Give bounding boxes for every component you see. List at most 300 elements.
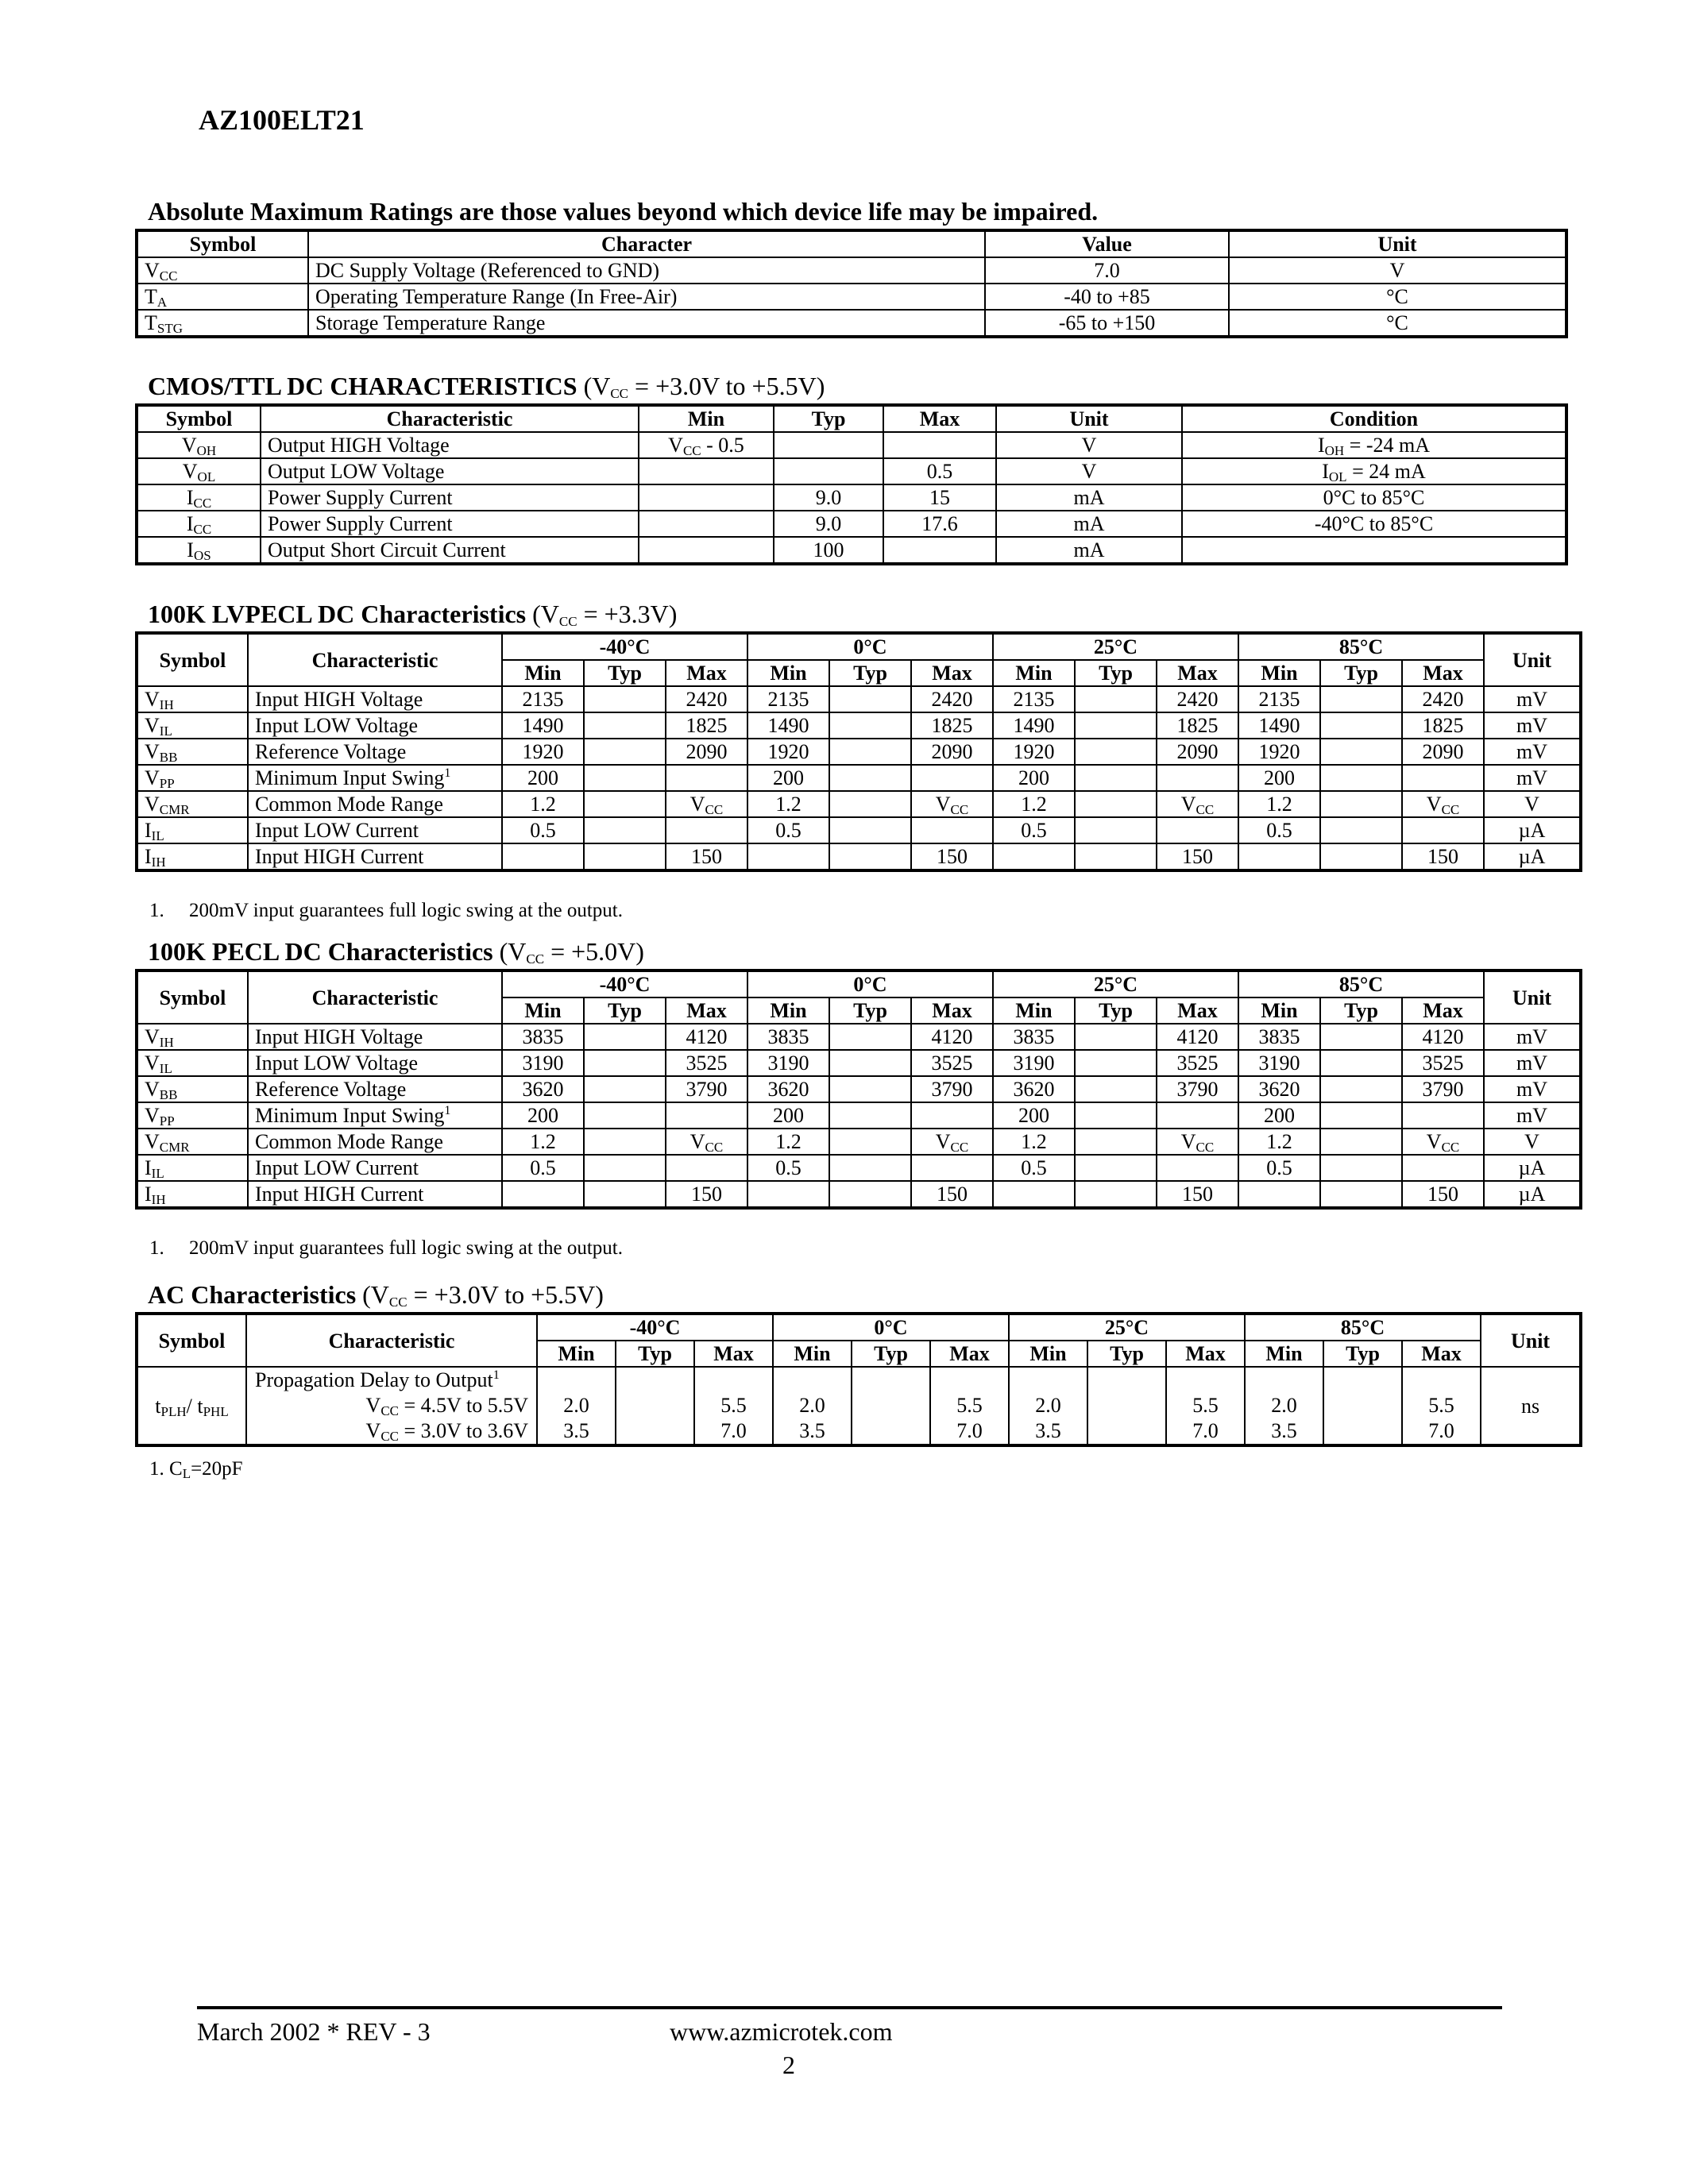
max-cell: 1825 bbox=[911, 712, 993, 739]
head-typ: Typ bbox=[829, 997, 911, 1024]
unit-cell: µA bbox=[1484, 817, 1581, 843]
typ-cell bbox=[1320, 1181, 1402, 1208]
head-typ: Typ bbox=[1323, 1341, 1402, 1367]
symbol-cell: $V_{IH}$ bbox=[137, 686, 248, 712]
max-cell: $V_{CC}$ bbox=[911, 1129, 993, 1155]
min-cell: 3190 bbox=[993, 1050, 1075, 1076]
lvpecl-head-characteristic: Characteristic bbox=[248, 633, 502, 686]
max-cell bbox=[666, 765, 747, 791]
character-cell: DC Supply Voltage (Referenced to GND) bbox=[308, 257, 985, 284]
max-cell: 2090 bbox=[1402, 739, 1484, 765]
head-max: Max bbox=[1166, 1341, 1245, 1367]
character-cell: Storage Temperature Range bbox=[308, 310, 985, 337]
symbol-cell: $V_{CMR}$ bbox=[137, 1129, 248, 1155]
cmos-head-min: Min bbox=[639, 405, 774, 432]
min-cell: 1490 bbox=[993, 712, 1075, 739]
max-cell bbox=[1157, 1102, 1238, 1129]
lvpecl-head-temp: 85°C bbox=[1238, 633, 1484, 660]
table-row bbox=[137, 257, 1566, 284]
max-cell: 4120 bbox=[1157, 1024, 1238, 1050]
table-row bbox=[137, 1050, 1581, 1076]
ac-heading: AC Characteristics ($V_{CC} = +3.0V$ to +5.5V) bbox=[148, 1280, 604, 1310]
typ-cell bbox=[1320, 843, 1402, 870]
characteristic-cell: Input LOW Current bbox=[248, 1155, 502, 1181]
typ-cell bbox=[1075, 1050, 1157, 1076]
min-cell: 3190 bbox=[747, 1050, 829, 1076]
symbol-cell: $I_{OS}$ bbox=[137, 537, 261, 564]
typ-cell bbox=[584, 1129, 666, 1155]
typ-cell bbox=[584, 712, 666, 739]
unit-cell: °C bbox=[1229, 310, 1566, 337]
min-cell: 2135 bbox=[1238, 686, 1320, 712]
ac-table bbox=[135, 1312, 1582, 1447]
max-cell: 150 bbox=[1157, 843, 1238, 870]
condition-cell bbox=[1182, 537, 1566, 564]
cmos-heading: CMOS/TTL DC CHARACTERISTICS ($V_{CC} = +3.0V$ to +5.5V) bbox=[148, 372, 825, 401]
max-cell: $V_{CC}$ bbox=[666, 791, 747, 817]
pecl-head-temp: -40°C bbox=[502, 970, 747, 997]
typ-cell bbox=[584, 765, 666, 791]
table-row bbox=[137, 712, 1581, 739]
pecl-head-temp: 85°C bbox=[1238, 970, 1484, 997]
lvpecl-head-temp: 25°C bbox=[993, 633, 1238, 660]
max-cell: 150 bbox=[1157, 1181, 1238, 1208]
head-typ: Typ bbox=[584, 660, 666, 686]
typ-cell bbox=[584, 817, 666, 843]
table-row bbox=[137, 686, 1581, 712]
table-row bbox=[137, 791, 1581, 817]
symbol-cell: $V_{IH}$ bbox=[137, 1024, 248, 1050]
min-cell: 200 bbox=[993, 1102, 1075, 1129]
min-cell: 0.5 bbox=[1238, 817, 1320, 843]
max-cell: 15 bbox=[883, 484, 996, 511]
max-cell: 0.5 bbox=[883, 458, 996, 484]
head-max: Max bbox=[930, 1341, 1009, 1367]
symbol-cell: $V_{OL}$ bbox=[137, 458, 261, 484]
min-cell: 3620 bbox=[747, 1076, 829, 1102]
max-cell: 150 bbox=[1402, 843, 1484, 870]
symbol-cell: $I_{IH}$ bbox=[137, 843, 248, 870]
ac-head-temp: 25°C bbox=[1009, 1314, 1245, 1341]
min-cell bbox=[502, 843, 584, 870]
head-max: Max bbox=[694, 1341, 773, 1367]
typ-cell bbox=[584, 1181, 666, 1208]
cmos-head-symbol: Symbol bbox=[137, 405, 261, 432]
min-cell: 3190 bbox=[1238, 1050, 1320, 1076]
min-cell: 1490 bbox=[1238, 712, 1320, 739]
max-cell: 4120 bbox=[666, 1024, 747, 1050]
min-cell: 3620 bbox=[993, 1076, 1075, 1102]
min-cell: 1.2 bbox=[1238, 1129, 1320, 1155]
characteristic-cell: Input LOW Current bbox=[248, 817, 502, 843]
pecl-footnote: 1. 200mV input guarantees full logic swing at the output. bbox=[149, 1237, 623, 1259]
min-cell: 2.0 3.5 bbox=[773, 1367, 852, 1445]
amr-head-value: Value bbox=[985, 230, 1229, 257]
min-cell bbox=[747, 1181, 829, 1208]
max-cell: 2090 bbox=[666, 739, 747, 765]
pecl-head-temp: 25°C bbox=[993, 970, 1238, 997]
value-cell: -65 to +150 bbox=[985, 310, 1229, 337]
min-cell bbox=[1238, 843, 1320, 870]
lvpecl-head-temp: 0°C bbox=[747, 633, 993, 660]
ac-head-temp: 85°C bbox=[1245, 1314, 1481, 1341]
unit-cell: mA bbox=[996, 484, 1182, 511]
typ-cell bbox=[829, 1102, 911, 1129]
max-cell: 150 bbox=[666, 1181, 747, 1208]
table-row bbox=[137, 739, 1581, 765]
max-cell: 2420 bbox=[1157, 686, 1238, 712]
typ-cell bbox=[1075, 765, 1157, 791]
condition-cell: $I_{OH} = -24$ mA bbox=[1182, 432, 1566, 458]
typ-cell bbox=[1075, 712, 1157, 739]
unit-cell: V bbox=[996, 458, 1182, 484]
min-cell bbox=[639, 511, 774, 537]
max-cell bbox=[1402, 765, 1484, 791]
min-cell: 1920 bbox=[993, 739, 1075, 765]
max-cell: 2420 bbox=[666, 686, 747, 712]
characteristic-cell: Common Mode Range bbox=[248, 1129, 502, 1155]
typ-cell bbox=[1087, 1367, 1166, 1445]
typ-cell bbox=[1320, 1024, 1402, 1050]
head-typ: Typ bbox=[852, 1341, 930, 1367]
typ-cell bbox=[1075, 817, 1157, 843]
typ-cell bbox=[829, 1155, 911, 1181]
min-cell bbox=[639, 537, 774, 564]
head-max: Max bbox=[1157, 997, 1238, 1024]
typ-cell bbox=[1075, 1024, 1157, 1050]
min-cell: 200 bbox=[747, 1102, 829, 1129]
typ-cell bbox=[829, 1181, 911, 1208]
characteristic-cell: Input HIGH Voltage bbox=[248, 686, 502, 712]
min-cell: 200 bbox=[1238, 1102, 1320, 1129]
min-cell: 1.2 bbox=[993, 791, 1075, 817]
symbol-cell: $V_{CC}$ bbox=[137, 257, 308, 284]
head-typ: Typ bbox=[829, 660, 911, 686]
max-cell: 5.5 7.0 bbox=[694, 1367, 773, 1445]
table-row bbox=[137, 458, 1566, 484]
head-max: Max bbox=[666, 660, 747, 686]
typ-cell bbox=[1323, 1367, 1402, 1445]
min-cell: 1920 bbox=[1238, 739, 1320, 765]
symbol-cell: $V_{BB}$ bbox=[137, 739, 248, 765]
min-cell: 200 bbox=[993, 765, 1075, 791]
min-cell: 0.5 bbox=[1238, 1155, 1320, 1181]
typ-cell bbox=[584, 791, 666, 817]
min-cell bbox=[1238, 1181, 1320, 1208]
max-cell bbox=[1402, 1155, 1484, 1181]
condition-cell: -40°C to 85°C bbox=[1182, 511, 1566, 537]
typ-cell: 100 bbox=[774, 537, 883, 564]
symbol-cell: $I_{CC}$ bbox=[137, 484, 261, 511]
min-cell: 3835 bbox=[747, 1024, 829, 1050]
symbol-cell: $V_{PP}$ bbox=[137, 1102, 248, 1129]
head-min: Min bbox=[502, 660, 584, 686]
typ-cell bbox=[774, 432, 883, 458]
characteristic-cell: Power Supply Current bbox=[261, 484, 639, 511]
footer-date-rev: March 2002 * REV - 3 bbox=[197, 2017, 431, 2046]
characteristic-cell: Input LOW Voltage bbox=[248, 712, 502, 739]
unit-cell: V bbox=[1484, 1129, 1581, 1155]
min-cell: 3190 bbox=[502, 1050, 584, 1076]
characteristic-cell: Reference Voltage bbox=[248, 1076, 502, 1102]
max-cell: $V_{CC}$ bbox=[1157, 1129, 1238, 1155]
amr-head-symbol: Symbol bbox=[137, 230, 308, 257]
min-cell: 3620 bbox=[1238, 1076, 1320, 1102]
max-cell: 1825 bbox=[666, 712, 747, 739]
typ-cell bbox=[1320, 686, 1402, 712]
min-cell: $V_{CC} - 0.5$ bbox=[639, 432, 774, 458]
unit-cell: µA bbox=[1484, 1181, 1581, 1208]
head-min: Min bbox=[993, 660, 1075, 686]
footer-website-link[interactable]: www.azmicrotek.com bbox=[670, 2017, 893, 2046]
ac-head-temp: -40°C bbox=[537, 1314, 773, 1341]
head-min: Min bbox=[1245, 1341, 1323, 1367]
max-cell: 1825 bbox=[1157, 712, 1238, 739]
unit-cell: µA bbox=[1484, 1155, 1581, 1181]
symbol-cell: $V_{OH}$ bbox=[137, 432, 261, 458]
footer-page-number: 2 bbox=[782, 2051, 795, 2079]
characteristic-cell: Output HIGH Voltage bbox=[261, 432, 639, 458]
max-cell bbox=[1157, 1155, 1238, 1181]
max-cell: 17.6 bbox=[883, 511, 996, 537]
typ-cell bbox=[829, 686, 911, 712]
typ-cell bbox=[584, 1024, 666, 1050]
min-cell bbox=[639, 458, 774, 484]
min-cell: 3835 bbox=[993, 1024, 1075, 1050]
max-cell: 150 bbox=[911, 1181, 993, 1208]
table-row bbox=[137, 1024, 1581, 1050]
amr-table bbox=[135, 229, 1568, 338]
typ-cell bbox=[1075, 1076, 1157, 1102]
typ-cell bbox=[1075, 1102, 1157, 1129]
symbol-cell: $V_{PP}$ bbox=[137, 765, 248, 791]
head-min: Min bbox=[1009, 1341, 1087, 1367]
cmos-head-unit: Unit bbox=[996, 405, 1182, 432]
typ-cell bbox=[829, 1050, 911, 1076]
typ-cell bbox=[1320, 1155, 1402, 1181]
min-cell: 2.0 3.5 bbox=[1245, 1367, 1323, 1445]
max-cell: $V_{CC}$ bbox=[1402, 791, 1484, 817]
head-typ: Typ bbox=[1320, 660, 1402, 686]
unit-cell: mV bbox=[1484, 712, 1581, 739]
max-cell bbox=[911, 1155, 993, 1181]
lvpecl-table bbox=[135, 631, 1582, 872]
table-row bbox=[137, 484, 1566, 511]
symbol-cell: $V_{CMR}$ bbox=[137, 791, 248, 817]
pecl-head-characteristic: Characteristic bbox=[248, 970, 502, 1024]
min-cell bbox=[747, 843, 829, 870]
max-cell: 4120 bbox=[1402, 1024, 1484, 1050]
min-cell: 1.2 bbox=[502, 1129, 584, 1155]
head-min: Min bbox=[502, 997, 584, 1024]
unit-cell: mA bbox=[996, 537, 1182, 564]
unit-cell: mV bbox=[1484, 765, 1581, 791]
max-cell bbox=[883, 432, 996, 458]
characteristic-cell: Propagation Delay to Output$^1$ $V_{CC} = 4.5V$ to 5.5V $V_{CC} = 3.0V$ to 3.6V bbox=[246, 1367, 537, 1445]
head-max: Max bbox=[911, 660, 993, 686]
symbol-cell: $V_{BB}$ bbox=[137, 1076, 248, 1102]
symbol-cell: $T_{STG}$ bbox=[137, 310, 308, 337]
min-cell bbox=[993, 843, 1075, 870]
typ-cell bbox=[852, 1367, 930, 1445]
pecl-head-unit: Unit bbox=[1484, 970, 1581, 1024]
max-cell: 3790 bbox=[666, 1076, 747, 1102]
characteristic-cell: Output LOW Voltage bbox=[261, 458, 639, 484]
max-cell: 5.5 7.0 bbox=[1402, 1367, 1481, 1445]
typ-cell bbox=[1320, 1129, 1402, 1155]
typ-cell bbox=[584, 1155, 666, 1181]
unit-cell: µA bbox=[1484, 843, 1581, 870]
typ-cell bbox=[829, 791, 911, 817]
typ-cell bbox=[1075, 686, 1157, 712]
min-cell: 2135 bbox=[502, 686, 584, 712]
typ-cell bbox=[584, 1102, 666, 1129]
head-max: Max bbox=[1402, 997, 1484, 1024]
min-cell: 200 bbox=[1238, 765, 1320, 791]
pecl-head-symbol: Symbol bbox=[137, 970, 248, 1024]
max-cell bbox=[666, 817, 747, 843]
min-cell: 2.0 3.5 bbox=[537, 1367, 616, 1445]
max-cell: 3790 bbox=[911, 1076, 993, 1102]
ac-head-characteristic: Characteristic bbox=[246, 1314, 537, 1367]
min-cell: 1490 bbox=[747, 712, 829, 739]
min-cell: 3835 bbox=[1238, 1024, 1320, 1050]
head-typ: Typ bbox=[584, 997, 666, 1024]
head-typ: Typ bbox=[1320, 997, 1402, 1024]
unit-cell: mV bbox=[1484, 1024, 1581, 1050]
lvpecl-heading: 100K LVPECL DC Characteristics $(V_{CC} = +3.3V)$ bbox=[148, 600, 678, 629]
table-row bbox=[137, 1181, 1581, 1208]
typ-cell bbox=[1075, 739, 1157, 765]
typ-cell bbox=[1320, 1050, 1402, 1076]
unit-cell: mV bbox=[1484, 739, 1581, 765]
max-cell bbox=[911, 765, 993, 791]
typ-cell bbox=[584, 1076, 666, 1102]
amr-head-character: Character bbox=[308, 230, 985, 257]
max-cell: 2420 bbox=[911, 686, 993, 712]
max-cell: 1825 bbox=[1402, 712, 1484, 739]
typ-cell bbox=[1320, 1102, 1402, 1129]
min-cell: 200 bbox=[502, 1102, 584, 1129]
lvpecl-footnote: 1. 200mV input guarantees full logic swing at the output. bbox=[149, 900, 623, 921]
max-cell bbox=[911, 817, 993, 843]
characteristic-cell: Minimum Input Swing$^1$ bbox=[248, 1102, 502, 1129]
head-max: Max bbox=[1157, 660, 1238, 686]
unit-cell: mV bbox=[1484, 686, 1581, 712]
cmos-head-characteristic: Characteristic bbox=[261, 405, 639, 432]
max-cell: 150 bbox=[911, 843, 993, 870]
typ-cell bbox=[1320, 1076, 1402, 1102]
head-max: Max bbox=[1402, 1341, 1481, 1367]
symbol-cell: $I_{CC}$ bbox=[137, 511, 261, 537]
min-cell bbox=[639, 484, 774, 511]
max-cell: 150 bbox=[1402, 1181, 1484, 1208]
max-cell bbox=[666, 1102, 747, 1129]
min-cell: 0.5 bbox=[502, 1155, 584, 1181]
table-row bbox=[137, 537, 1566, 564]
min-cell: 2.0 3.5 bbox=[1009, 1367, 1087, 1445]
min-cell: 3835 bbox=[502, 1024, 584, 1050]
max-cell: $V_{CC}$ bbox=[911, 791, 993, 817]
head-max: Max bbox=[911, 997, 993, 1024]
typ-cell bbox=[1320, 765, 1402, 791]
condition-cell: 0°C to 85°C bbox=[1182, 484, 1566, 511]
amr-head-unit: Unit bbox=[1229, 230, 1566, 257]
max-cell: 3525 bbox=[911, 1050, 993, 1076]
max-cell bbox=[883, 537, 996, 564]
min-cell: 3620 bbox=[502, 1076, 584, 1102]
typ-cell bbox=[1320, 791, 1402, 817]
characteristic-cell: Input HIGH Current bbox=[248, 843, 502, 870]
max-cell: $V_{CC}$ bbox=[666, 1129, 747, 1155]
min-cell: 2135 bbox=[747, 686, 829, 712]
min-cell: 1920 bbox=[747, 739, 829, 765]
min-cell: 1.2 bbox=[747, 791, 829, 817]
lvpecl-head-symbol: Symbol bbox=[137, 633, 248, 686]
max-cell bbox=[1157, 765, 1238, 791]
min-cell: 0.5 bbox=[502, 817, 584, 843]
characteristic-cell: Minimum Input Swing$^1$ bbox=[248, 765, 502, 791]
max-cell: 2090 bbox=[1157, 739, 1238, 765]
table-row bbox=[137, 310, 1566, 337]
min-cell: 1.2 bbox=[747, 1129, 829, 1155]
min-cell: 0.5 bbox=[993, 817, 1075, 843]
max-cell bbox=[1157, 817, 1238, 843]
typ-cell bbox=[829, 712, 911, 739]
max-cell bbox=[1402, 1102, 1484, 1129]
head-min: Min bbox=[1238, 660, 1320, 686]
max-cell: 5.5 7.0 bbox=[930, 1367, 1009, 1445]
max-cell: 5.5 7.0 bbox=[1166, 1367, 1245, 1445]
head-min: Min bbox=[747, 660, 829, 686]
typ-cell bbox=[1075, 1155, 1157, 1181]
pecl-heading: 100K PECL DC Characteristics $(V_{CC} = +5.0V)$ bbox=[148, 937, 644, 967]
characteristic-cell: Reference Voltage bbox=[248, 739, 502, 765]
condition-cell: $I_{OL} = 24$ mA bbox=[1182, 458, 1566, 484]
head-typ: Typ bbox=[1075, 997, 1157, 1024]
typ-cell bbox=[829, 1129, 911, 1155]
typ-cell bbox=[1075, 1129, 1157, 1155]
characteristic-cell: Input HIGH Current bbox=[248, 1181, 502, 1208]
unit-cell: V bbox=[1229, 257, 1566, 284]
min-cell: 0.5 bbox=[993, 1155, 1075, 1181]
typ-cell bbox=[1075, 791, 1157, 817]
table-row bbox=[137, 511, 1566, 537]
head-typ: Typ bbox=[1087, 1341, 1166, 1367]
min-cell: 1920 bbox=[502, 739, 584, 765]
symbol-cell: $T_A$ bbox=[137, 284, 308, 310]
symbol-cell: $t_{PLH}/$ $t_{PHL}$ bbox=[137, 1367, 246, 1445]
max-cell: 2420 bbox=[1402, 686, 1484, 712]
value-cell: 7.0 bbox=[985, 257, 1229, 284]
min-cell: 0.5 bbox=[747, 817, 829, 843]
head-max: Max bbox=[666, 997, 747, 1024]
head-min: Min bbox=[537, 1341, 616, 1367]
min-cell: 1.2 bbox=[502, 791, 584, 817]
typ-cell bbox=[829, 1024, 911, 1050]
ac-head-temp: 0°C bbox=[773, 1314, 1009, 1341]
head-typ: Typ bbox=[616, 1341, 694, 1367]
ac-head-symbol: Symbol bbox=[137, 1314, 246, 1367]
max-cell: 3525 bbox=[1157, 1050, 1238, 1076]
typ-cell bbox=[584, 739, 666, 765]
table-row bbox=[137, 1076, 1581, 1102]
typ-cell bbox=[584, 686, 666, 712]
unit-cell: V bbox=[1484, 791, 1581, 817]
table-row bbox=[137, 1367, 1581, 1445]
table-row bbox=[137, 817, 1581, 843]
head-min: Min bbox=[747, 997, 829, 1024]
